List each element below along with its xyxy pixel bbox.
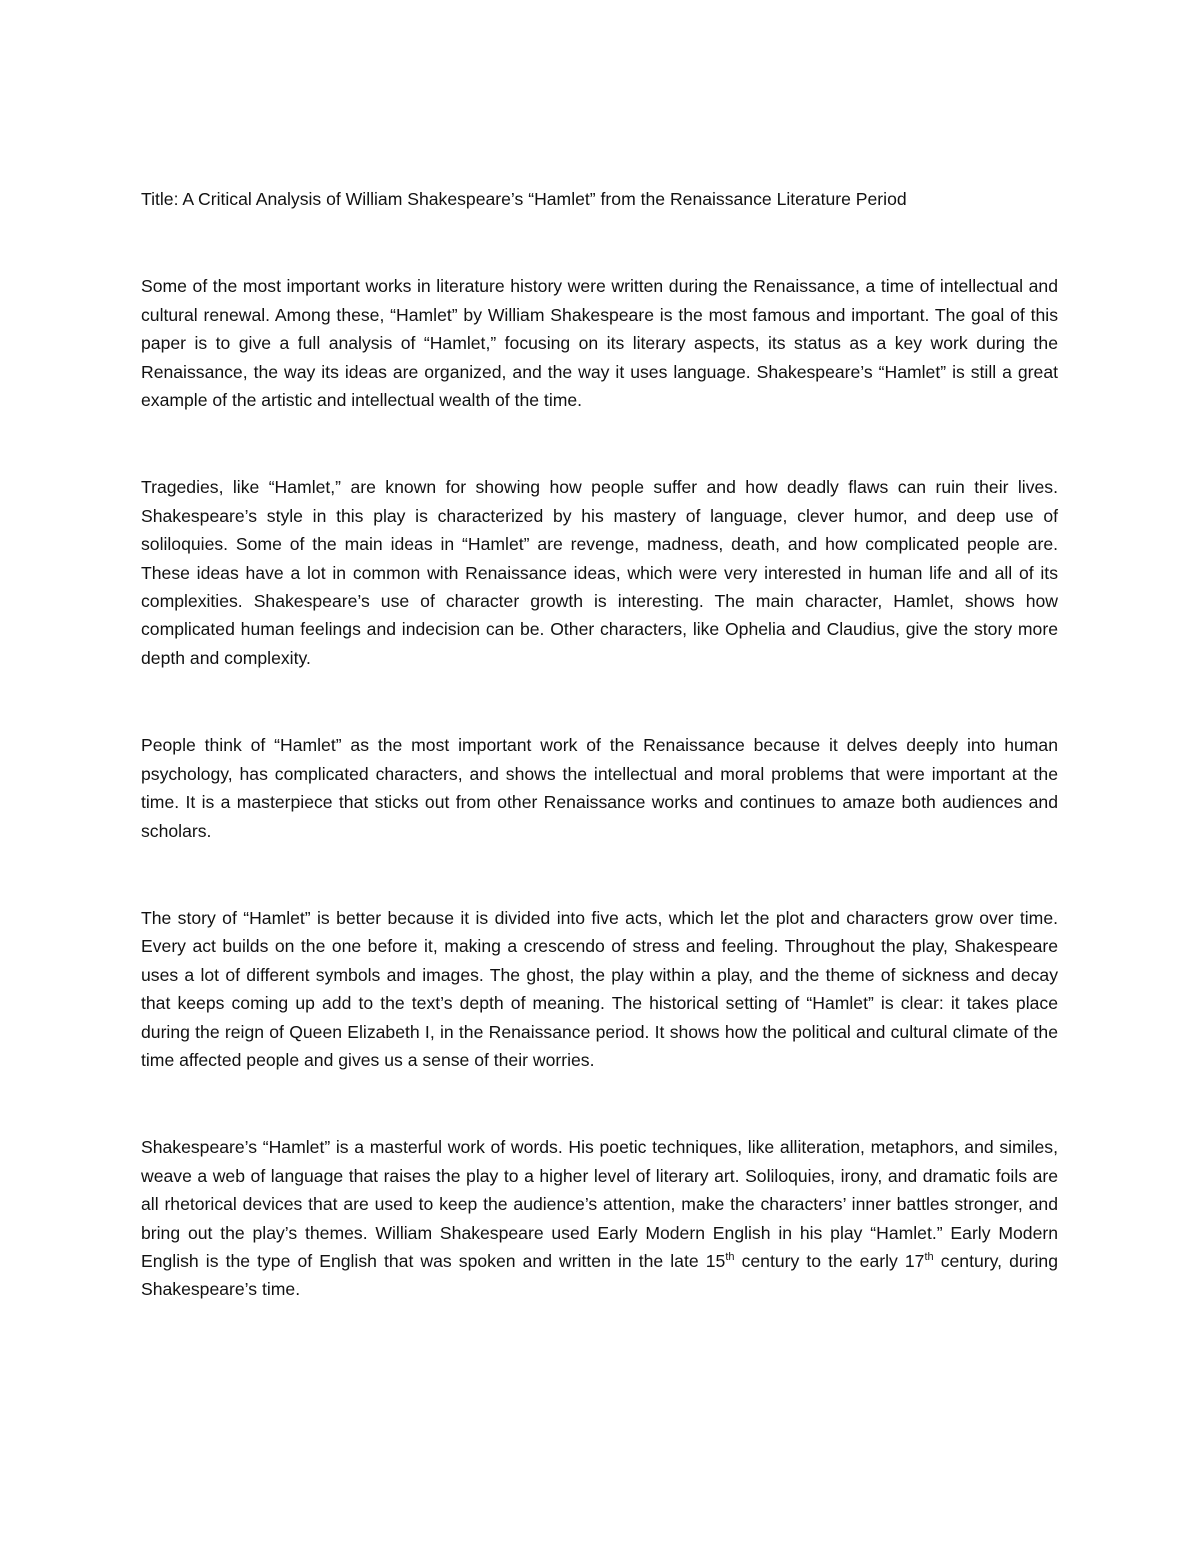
paragraph-introduction: Some of the most important works in literature history were written during the Renaissance, a time of intellectual and cultural renewal. Among these, “Hamlet” by William Shakespeare is the most famous and important. The goal of this paper is to give a full analysis of “Hamlet,” focusing on its literary aspects, its status as a key work during the Renaissance, the way its ideas are organized, and the way it uses language. Shakespeare’s “Hamlet” is still a great example of the artistic and intellectual wealth of the time. (141, 276, 1058, 411)
paragraph-language-text-3: century, during Shakespeare’s time. (141, 1250, 1058, 1300)
paragraph-structure-setting: The story of “Hamlet” is better because it is divided into five acts, which let the plot and characters grow over time. Every act builds on the one before it, making a crescendo of stress and feeling. Throughout the play, Shakespeare uses a lot of different symbols and images. The ghost, the play within a play, and the theme of sickness and decay that keeps coming up add to the text’s depth of meaning. The historical setting of “Hamlet” is clear: it takes place during the reign of Queen Elizabeth I, in the Renaissance period. It shows how the political and cultural climate of the time affected people and gives us a sense of their worries. (141, 907, 1058, 1070)
paragraph-language-text-2: century to the early 17 (734, 1250, 925, 1271)
document-title: Title: A Critical Analysis of William Shakespeare’s “Hamlet” from the Renaissance Literature Period (141, 189, 907, 209)
superscript-th-2: th (924, 1250, 934, 1263)
paragraph-importance: People think of “Hamlet” as the most important work of the Renaissance because it delves deeply into human psychology, has complicated characters, and shows the intellectual and moral problems that were important at the time. It is a masterpiece that sticks out from other Renaissance works and continues to amaze both audiences and scholars. (141, 735, 1058, 841)
paragraph-language (141, 1133, 1058, 1303)
superscript-th-1: th (725, 1250, 735, 1263)
paragraph-language-text-1: Shakespeare’s “Hamlet” is a masterful work of words. His poetic techniques, like alliteration, metaphors, and similes, weave a web of language that raises the play to a higher level of literary art. Soliloquies, irony, and dramatic foils are all rhetorical devices that are used to keep the audience’s attention, make the characters’ inner battles stronger, and bring out the play’s themes. William Shakespeare used Early Modern English in his play “Hamlet.” Early Modern English is the type of English that was spoken and written in the late 15 (141, 1137, 1058, 1271)
paragraph-tragedy-style: Tragedies, like “Hamlet,” are known for showing how people suffer and how deadly flaws can ruin their lives. Shakespeare’s style in this play is characterized by his mastery of language, clever humor, and deep use of soliloquies. Some of the main ideas in “Hamlet” are revenge, madness, death, and how complicated people are. These ideas have a lot in common with Renaissance ideas, which were very interested in human life and all of its complexities. Shakespeare’s use of character growth is interesting. The main character, Hamlet, shows how complicated human feelings and indecision can be. Other characters, like Ophelia and Claudius, give the story more depth and complexity. (141, 477, 1058, 668)
document-page (141, 185, 1058, 1304)
